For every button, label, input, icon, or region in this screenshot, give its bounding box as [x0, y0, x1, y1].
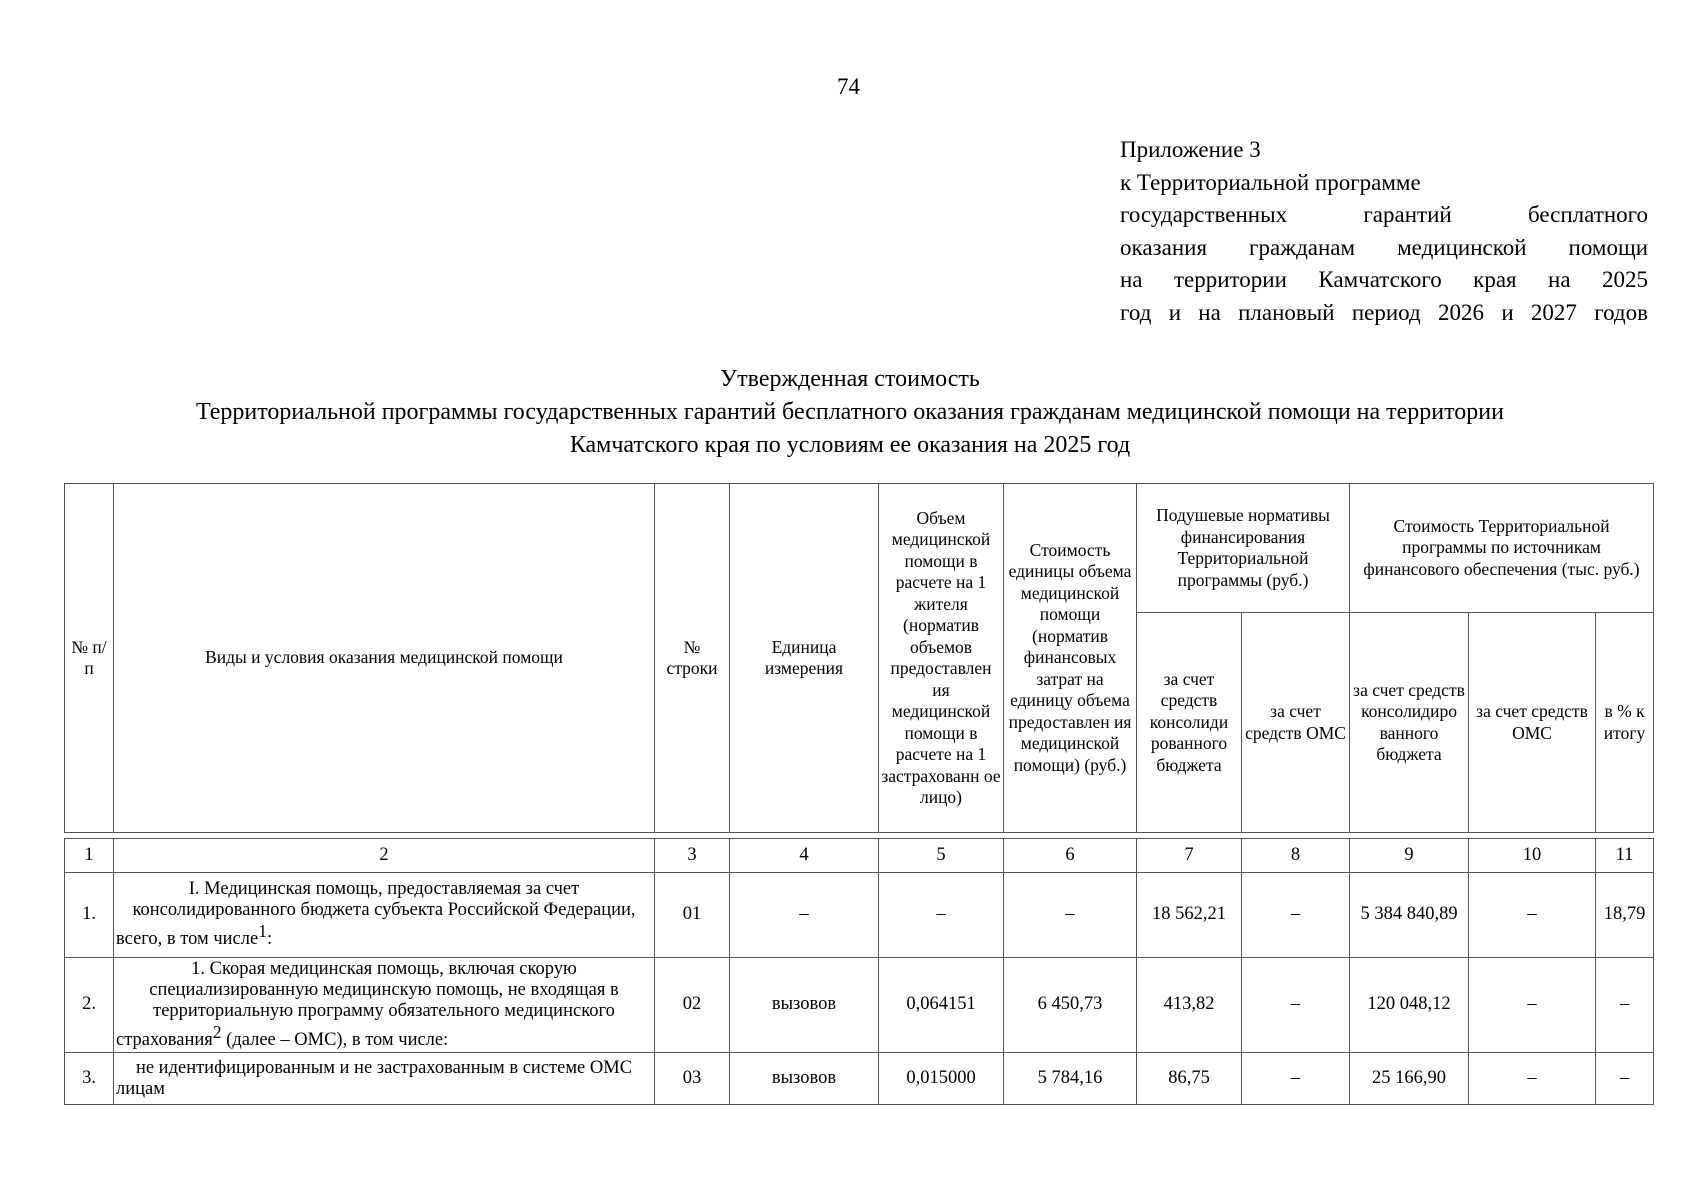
footnote-mark: 1: [258, 921, 267, 942]
column-number-row: [65, 839, 1654, 873]
row-pc-oms: –: [1242, 873, 1350, 958]
row-pc-budget: 18 562,21: [1137, 873, 1242, 958]
appendix-line: на территории Камчатского края на 2025: [1120, 267, 1648, 292]
column-number: 10: [1469, 839, 1596, 873]
column-number: 3: [655, 839, 730, 873]
cost-table-body: [64, 838, 1654, 1105]
appendix-line: оказания гражданам медицинской помощи: [1120, 234, 1648, 260]
row-code: 01: [655, 873, 730, 958]
row-unit: вызовов: [730, 958, 879, 1053]
table-row: [65, 873, 1654, 958]
footnote-mark: 2: [212, 1021, 222, 1042]
row-unit: –: [730, 873, 879, 958]
header-kind: Виды и условия оказания медицинской помощи: [114, 484, 655, 833]
row-kind-tail: (далее – ОМС), в том числе:: [221, 1030, 449, 1051]
row-code: 03: [655, 1053, 730, 1105]
header-pc-oms: за счет средств ОМС: [1242, 613, 1350, 833]
header-program-cost-group: Стоимость Территориальной программы по источникам финансового обеспечения (тыс. руб.): [1350, 484, 1654, 613]
row-kind-tail: :: [266, 929, 273, 950]
row-kind-text: 1. Скорая медицинская помощь, включая скорую специализированную медицинскую помощь, не входящая в территориальную программу обязательного медицинского страхования: [116, 958, 619, 1051]
row-pc-oms: –: [1242, 1053, 1350, 1105]
row-pc-oms: –: [1242, 958, 1350, 1053]
row-kind-text: не идентифицированным и не застрахованным в системе ОМС лицам: [116, 1057, 633, 1099]
header-pc-budget: за счет средств консолиди рованного бюджета: [1137, 613, 1242, 833]
column-number: 2: [114, 839, 655, 873]
column-number: 6: [1004, 839, 1137, 873]
appendix-line: Приложение 3: [1120, 137, 1261, 162]
row-cost-budget: 5 384 840,89: [1350, 873, 1469, 958]
header-cost-budget: за счет средств консолидиро ванного бюджета: [1350, 613, 1469, 833]
row-cost-percent: –: [1596, 1053, 1654, 1105]
row-num: 3.: [65, 1053, 114, 1105]
table-row: [65, 958, 1654, 1053]
row-num: 1.: [65, 873, 114, 958]
header-cost-percent: в % к итогу: [1596, 613, 1654, 833]
row-pc-budget: 413,82: [1137, 958, 1242, 1053]
row-cost-budget: 120 048,12: [1350, 958, 1469, 1053]
column-number: 1: [65, 839, 114, 873]
row-cost-budget: 25 166,90: [1350, 1053, 1469, 1105]
row-kind: [114, 873, 655, 958]
cost-table-header: [64, 483, 1654, 833]
appendix-line: год и на плановый период 2026 и 2027 годов: [1120, 299, 1648, 325]
row-num: 2.: [65, 958, 114, 1053]
header-num: № п/п: [65, 484, 114, 833]
title-line: Утвержденная стоимость: [720, 366, 980, 392]
column-number: 5: [879, 839, 1004, 873]
row-pc-budget: 86,75: [1137, 1053, 1242, 1105]
row-volume: –: [879, 873, 1004, 958]
row-unit-cost: 5 784,16: [1004, 1053, 1137, 1105]
row-unit-cost: –: [1004, 873, 1137, 958]
header-per-capita-group: Подушевые нормативы финансирования Территориальной программы (руб.): [1137, 484, 1350, 613]
row-volume: 0,064151: [879, 958, 1004, 1053]
row-cost-percent: –: [1596, 958, 1654, 1053]
column-number: 4: [730, 839, 879, 873]
header-unit: Единица измерения: [730, 484, 879, 833]
document-title: [40, 363, 1660, 462]
row-cost-percent: 18,79: [1596, 873, 1654, 958]
column-number: 8: [1242, 839, 1350, 873]
column-number: 9: [1350, 839, 1469, 873]
appendix-block: [1120, 134, 1648, 329]
header-row-num: № строки: [655, 484, 730, 833]
row-kind: [114, 958, 655, 1053]
row-unit-cost: 6 450,73: [1004, 958, 1137, 1053]
title-line: Территориальной программы государственных гарантий бесплатного оказания гражданам медицинской помощи на территории: [195, 399, 1504, 425]
title-line: Камчатского края по условиям ее оказания на 2025 год: [569, 432, 1131, 458]
appendix-line: государственных гарантий бесплатного: [1120, 202, 1648, 227]
column-number: 11: [1596, 839, 1654, 873]
header-unit-cost: Стоимость единицы объема медицинской помощи (норматив финансовых затрат на единицу объема предоставлен ия медицинской помощи) (руб.): [1004, 484, 1137, 833]
table-row: [65, 1053, 1654, 1105]
row-cost-oms: –: [1469, 958, 1596, 1053]
row-kind: [114, 1053, 655, 1105]
row-cost-oms: –: [1469, 1053, 1596, 1105]
row-volume: 0,015000: [879, 1053, 1004, 1105]
page-number: 74: [837, 74, 860, 99]
row-code: 02: [655, 958, 730, 1053]
row-cost-oms: –: [1469, 873, 1596, 958]
header-volume: Объем медицинской помощи в расчете на 1 жителя (норматив объемов предоставлен ия медицинской помощи в расчете на 1 застрахованн ое лицо): [879, 484, 1004, 833]
appendix-line: к Территориальной программе: [1120, 169, 1421, 195]
column-number: 7: [1137, 839, 1242, 873]
row-kind-text: I. Медицинская помощь, предоставляемая за счет консолидированного бюджета субъекта Российской Федерации, всего, в том числе: [116, 879, 636, 950]
header-cost-oms: за счет средств ОМС: [1469, 613, 1596, 833]
row-unit: вызовов: [730, 1053, 879, 1105]
